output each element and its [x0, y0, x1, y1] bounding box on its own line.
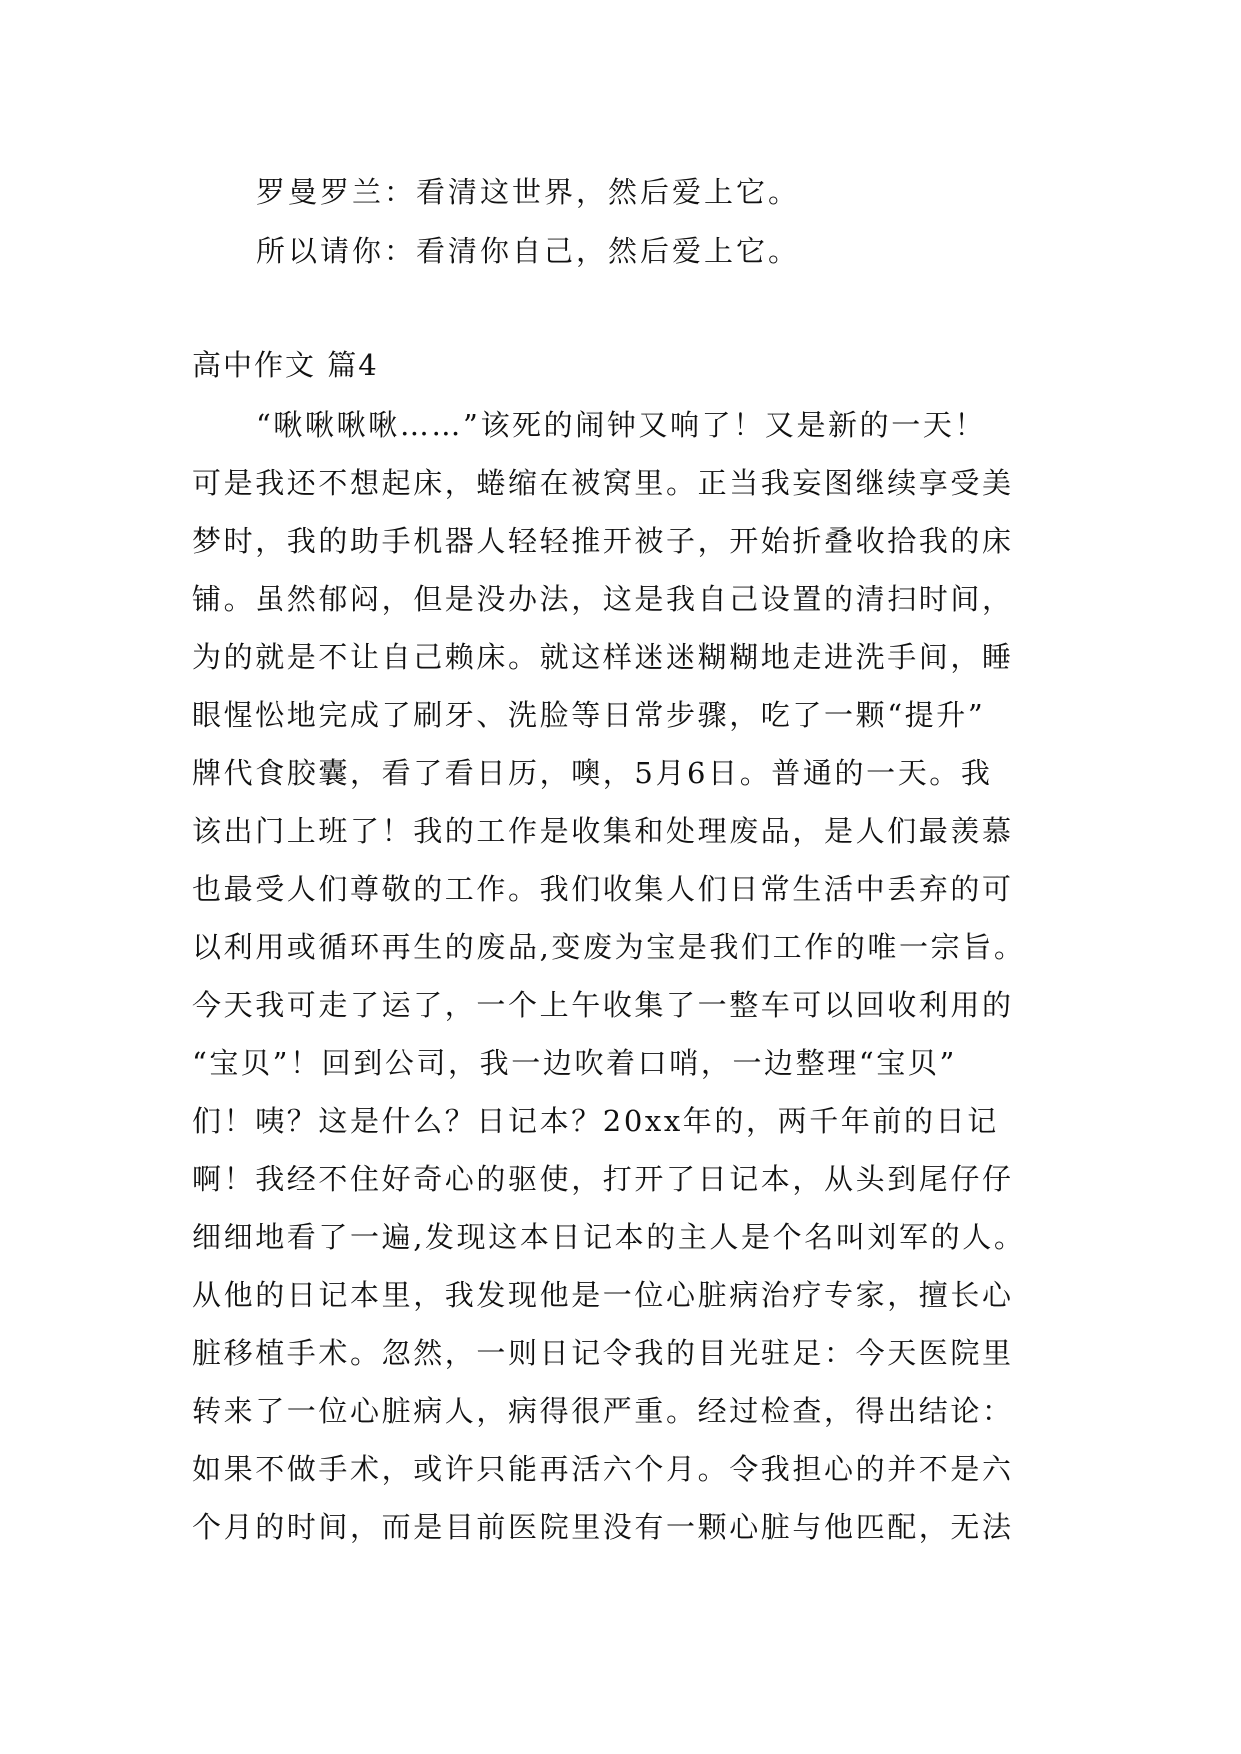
- quote-line: 罗曼罗兰：看清这世界，然后爱上它。: [256, 175, 801, 209]
- paragraph-line: 以利用或循环再生的废品,变废为宝是我们工作的唯一宗旨。: [192, 930, 1026, 964]
- paragraph-line: 们！咦？这是什么？日记本？20xx年的，两千年前的日记: [192, 1104, 999, 1138]
- paragraph-line: 铺。虽然郁闷，但是没办法，这是我自己设置的清扫时间，: [192, 582, 1014, 616]
- paragraph-line: 该出门上班了！我的工作是收集和处理废品，是人们最羡慕: [192, 814, 1014, 848]
- paragraph-line: 从他的日记本里，我发现他是一位心脏病治疗专家，擅长心: [192, 1278, 1014, 1312]
- paragraph-line: “啾啾啾啾……”该死的闹钟又响了！又是新的一天！: [256, 408, 987, 442]
- paragraph-line: 细细地看了一遍,发现这本日记本的主人是个名叫刘军的人。: [192, 1220, 1026, 1254]
- quote-line: 所以请你：看清你自己，然后爱上它。: [256, 234, 801, 268]
- paragraph-line: 个月的时间，而是目前医院里没有一颗心脏与他匹配，无法: [192, 1510, 1014, 1544]
- paragraph-line: 也最受人们尊敬的工作。我们收集人们日常生活中丢弃的可: [192, 872, 1014, 906]
- paragraph-line: 脏移植手术。忽然，一则日记令我的目光驻足：今天医院里: [192, 1336, 1014, 1370]
- paragraph-line: 啊！我经不住好奇心的驱使，打开了日记本，从头到尾仔仔: [192, 1162, 1014, 1196]
- paragraph-line: 转来了一位心脏病人，病得很严重。经过检查，得出结论：: [192, 1394, 1014, 1428]
- paragraph-line: 为的就是不让自己赖床。就这样迷迷糊糊地走进洗手间，睡: [192, 640, 1014, 674]
- paragraph-line: 梦时，我的助手机器人轻轻推开被子，开始折叠收拾我的床: [192, 524, 1014, 558]
- paragraph-line: 牌代食胶囊，看了看日历，噢，5月6日。普通的一天。我: [192, 756, 993, 790]
- paragraph-line: 如果不做手术，或许只能再活六个月。令我担心的并不是六: [192, 1452, 1014, 1486]
- paragraph-line: 可是我还不想起床，蜷缩在被窝里。正当我妄图继续享受美: [192, 466, 1014, 500]
- paragraph-line: 今天我可走了运了，一个上午收集了一整车可以回收利用的: [192, 988, 1014, 1022]
- section-heading: 高中作文 篇4: [192, 348, 379, 382]
- paragraph-line: “宝贝”！回到公司，我一边吹着口哨，一边整理“宝贝”: [192, 1046, 957, 1080]
- paragraph-line: 眼惺忪地完成了刷牙、洗脸等日常步骤，吃了一颗“提升”: [192, 698, 986, 732]
